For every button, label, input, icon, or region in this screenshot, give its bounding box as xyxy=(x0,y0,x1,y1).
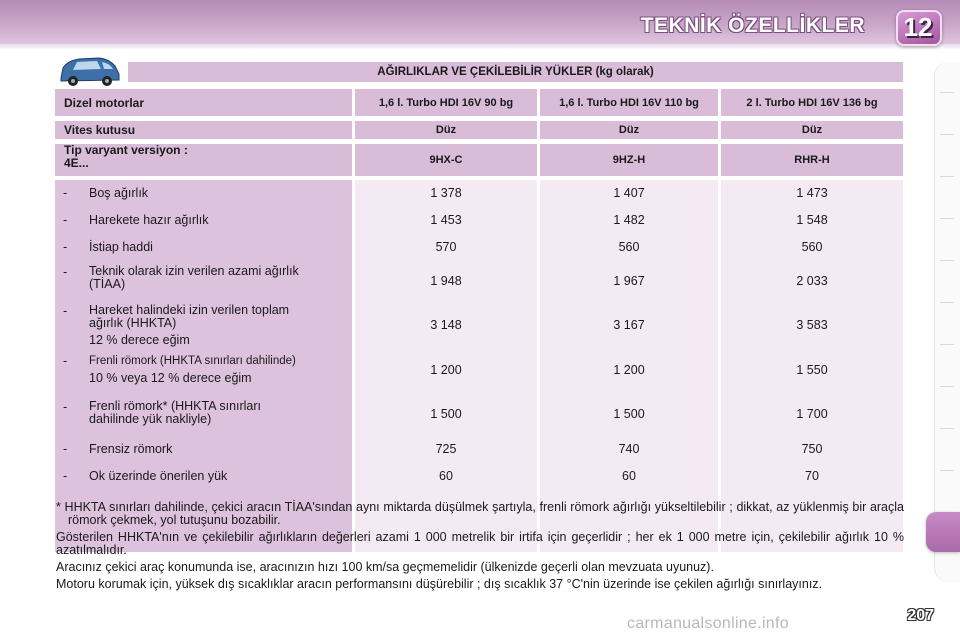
row-value: 3 167 xyxy=(613,318,645,332)
header-stripe xyxy=(0,44,960,50)
gearbox-cell: Düz xyxy=(540,121,718,139)
row-label-cont: ağırlık (HHKTA) xyxy=(89,316,177,330)
row-value: 560 xyxy=(618,240,640,254)
row-value: 3 583 xyxy=(796,318,828,332)
row-label: Frenli römork (HHKTA sınırları dahilinde) xyxy=(89,355,296,367)
rail-divider xyxy=(940,134,954,135)
row-label: Harekete hazır ağırlık xyxy=(89,212,209,227)
rail-divider xyxy=(940,218,954,219)
chapter-tab-rail xyxy=(934,62,960,582)
row-value: 60 xyxy=(622,469,636,483)
row-dash: - xyxy=(63,354,68,368)
row-label-cont: 10 % veya 12 % derece eğim xyxy=(89,371,252,385)
row-value: 1 500 xyxy=(430,407,462,421)
chapter-number: 12 xyxy=(903,12,933,42)
table-row xyxy=(55,354,903,386)
rail-divider xyxy=(940,176,954,177)
row-label: Teknik olarak izin verilen azami ağırlık xyxy=(89,264,299,278)
rail-divider xyxy=(940,386,954,387)
variant-cell: 9HZ-H xyxy=(540,144,718,176)
row-value: 1 378 xyxy=(430,186,462,200)
row-dash: - xyxy=(63,265,68,279)
engine-cell: 1,6 l. Turbo HDI 16V 90 bg xyxy=(355,89,537,116)
note-paragraph: Gösterilen HHKTA'nın ve çekilebilir ağırlıkların değerleri azami 1 000 metrelik bir irtifa için geçerlidir ; her ek 1 000 metre için, çekilebilir ağırlık 10 % azatılmalıdır. xyxy=(56,530,904,557)
rail-divider xyxy=(940,428,954,429)
row-label: Frenli römork* (HHKTA sınırları xyxy=(89,399,262,413)
row-label-cont: dahilinde yük nakliyle) xyxy=(89,412,212,426)
variant-label-line1: Tip varyant versiyon : xyxy=(64,143,188,157)
row-value: 1 548 xyxy=(796,213,828,227)
variant-cell: RHR-H xyxy=(721,144,903,176)
notes xyxy=(56,501,904,595)
row-label: İstiap haddi xyxy=(89,239,153,254)
row-label-cont: 12 % derece eğim xyxy=(89,333,190,347)
page-title: TEKNİK ÖZELLİKLER xyxy=(640,14,865,37)
page-number: 207 xyxy=(907,607,934,624)
row-value: 560 xyxy=(801,240,823,254)
row-value: 60 xyxy=(439,469,453,483)
row-label: Boş ağırlık xyxy=(89,185,149,200)
row-label: Frensiz römork xyxy=(89,441,173,456)
row-value: 70 xyxy=(805,469,819,483)
variant-row xyxy=(55,144,903,176)
row-dash: - xyxy=(63,400,68,414)
row-value: 1 200 xyxy=(430,363,462,377)
table-row xyxy=(55,265,903,297)
rail-divider xyxy=(940,92,954,93)
row-value: 1 407 xyxy=(613,186,645,200)
row-value: 1 967 xyxy=(613,274,645,288)
gearbox-row-label: Vites kutusu xyxy=(55,121,352,139)
chapter-tab-active[interactable] xyxy=(926,512,960,552)
variant-row-label xyxy=(55,144,352,176)
variant-label-line2: 4E... xyxy=(64,156,89,170)
variant-cell: 9HX-C xyxy=(355,144,537,176)
row-value: 570 xyxy=(435,240,457,254)
table-row xyxy=(55,400,903,428)
rail-divider xyxy=(940,344,954,345)
row-label: Hareket halindeki izin verilen toplam xyxy=(89,303,290,317)
watermark: carmanualsonline.info xyxy=(627,615,789,632)
engine-cell: 1,6 l. Turbo HDI 16V 110 bg xyxy=(540,89,718,116)
row-value: 1 550 xyxy=(796,363,828,377)
note-paragraph: Aracınız çekici araç konumunda ise, aracınızın hızı 100 km/sa geçmemelidir (ülkenizde geçerli olan mevzuata uyunuz). xyxy=(56,560,714,574)
table-row xyxy=(55,182,903,204)
rail-divider xyxy=(940,302,954,303)
row-value: 1 473 xyxy=(796,186,828,200)
row-value: 1 482 xyxy=(613,213,645,227)
note-paragraph: * HHKTA sınırları dahilinde, çekici aracın TİAA'sından aynı miktarda düşülmek şartıyla, frenli römork ağırlığı yükseltilebilir ; dikkat, az yüklenmiş bir araçla römork çekmek, yol tutuşunu bozabilir. xyxy=(56,500,904,527)
engine-row xyxy=(55,89,903,116)
row-value: 3 148 xyxy=(430,318,462,332)
car-icon xyxy=(55,54,123,88)
row-value: 1 200 xyxy=(613,363,645,377)
row-value: 740 xyxy=(618,442,640,456)
engine-row-label: Dizel motorlar xyxy=(55,89,352,116)
gearbox-cell: Düz xyxy=(355,121,537,139)
gearbox-cell: Düz xyxy=(721,121,903,139)
row-dash: - xyxy=(63,469,68,483)
row-value: 725 xyxy=(435,442,457,456)
row-dash: - xyxy=(63,240,68,254)
row-value: 1 948 xyxy=(430,274,462,288)
rail-divider xyxy=(940,470,954,471)
rail-divider xyxy=(940,260,954,261)
row-label: Ok üzerinde önerilen yük xyxy=(89,468,228,483)
row-dash: - xyxy=(63,442,68,456)
table-row xyxy=(55,465,903,487)
table-caption: AĞIRLIKLAR VE ÇEKİLEBİLİR YÜKLER (kg olarak) xyxy=(128,62,903,82)
row-value: 750 xyxy=(801,442,823,456)
table-row xyxy=(55,209,903,231)
gearbox-row xyxy=(55,121,903,139)
row-value: 1 500 xyxy=(613,407,645,421)
row-dash: - xyxy=(63,186,68,200)
table-row xyxy=(55,236,903,258)
row-value: 2 033 xyxy=(796,274,828,288)
row-value: 1 700 xyxy=(796,407,828,421)
table-row xyxy=(55,304,903,346)
row-dash: - xyxy=(63,213,68,227)
row-dash: - xyxy=(63,304,68,318)
engine-cell: 2 l. Turbo HDI 16V 136 bg xyxy=(721,89,903,116)
table-row xyxy=(55,438,903,460)
row-value: 1 453 xyxy=(430,213,462,227)
note-paragraph: Motoru korumak için, yüksek dış sıcaklıklar aracın performansını düşürebilir ; dış sıcaklık 37 °C'nin üzerinde ise çekilen ağırlığı sınırlayınız. xyxy=(56,577,823,591)
row-label-cont: (TİAA) xyxy=(89,277,126,291)
